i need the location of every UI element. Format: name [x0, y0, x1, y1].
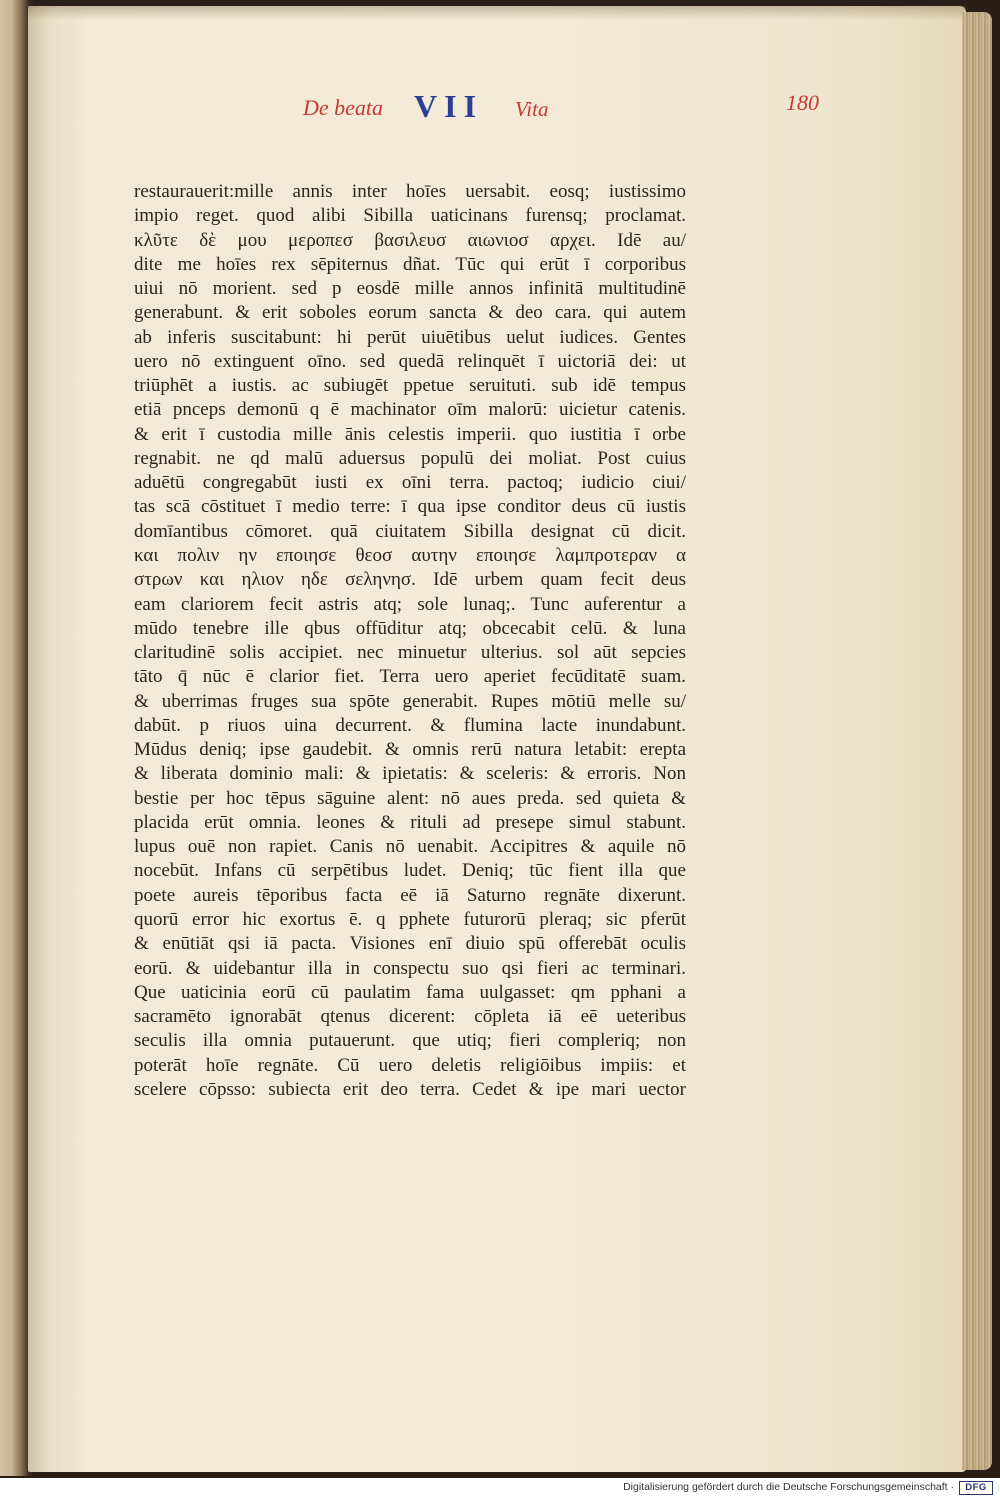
text-line: claritudinē solis accipiet. nec minuetur ulterius. sol aūt sepcies [134, 642, 686, 664]
text-line: Que uaticinia eorū cū paulatim fama uulgasset: qm pphani a [134, 981, 686, 1003]
text-line: ab inferis suscitabunt: hi perūt uiuētibus uelut iudices. Gentes [134, 326, 686, 348]
text-line: impio reget. quod alibi Sibilla uaticinans furensq; proclamat. [134, 205, 686, 227]
text-line: eam clariorem fecit astris atq; sole lunaq;. Tunc auferentur a [134, 593, 686, 615]
text-line: uiui nō morient. sed p eosdē mille annos infinitā multitudinē [134, 278, 686, 300]
funding-credit: Digitalisierung gefördert durch die Deutsche Forschungsgemeinschaft · [623, 1481, 954, 1493]
text-line: & uberrimas fruges sua spōte generabit. Rupes mōtiū melle su/ [134, 690, 686, 712]
text-line: lupus ouē non rapiet. Canis nō uenabit. Accipitres & aquile nō [134, 836, 686, 858]
text-line: κλῦτε δὲ μου μεροπεσ βασιλευσ αιωνιοσ αρχει. Idē au/ [134, 229, 686, 251]
text-line: bestie per hoc tēpus sāguine alent: nō aues preda. sed quieta & [134, 787, 686, 809]
text-line: & enūtiāt qsi iā pacta. Visiones enī diuio spū offerebāt oculis [134, 933, 686, 955]
text-line: dabūt. p riuos uina decurrent. & flumina lacte inundabunt. [134, 714, 686, 736]
text-line: nocebūt. Infans cū serpētibus ludet. Deniq; tūc fient illa que [134, 860, 686, 882]
text-line: & erit ī custodia mille ānis celestis imperii. quo iustitia ī orbe [134, 423, 686, 445]
text-line: quorū error hic exortus ē. q pphete futurorū pleraq; sic pferūt [134, 908, 686, 930]
text-line: sacramēto ignorabāt qtenus dicerent: cōpleta iā eē ueteribus [134, 1006, 686, 1028]
text-line: domīantibus cōmoret. quā ciuitatem Sibilla designat cū dicit. [134, 520, 686, 542]
text-line: στρων και ηλιον ηδε σεληνησ. Idē urbem quam fecit deus [134, 569, 686, 591]
text-line: seculis illa omnia putauerunt. que utiq; fieri compleriq; non [134, 1030, 686, 1052]
page-number: 180 [786, 90, 819, 115]
main-text-block [134, 180, 686, 1102]
page-edges-stack [962, 12, 992, 1470]
text-line: aduētū congregabūt iusti ex oīni terra. pactoq; iudicio ciui/ [134, 472, 686, 494]
text-line: και πολιν ην εποιησε θεοσ αυτην εποιησε λαμπροτεραν α [134, 544, 686, 566]
text-line: Mūdus deniq; ipse gaudebit. & omnis rerū natura letabit: erepta [134, 739, 686, 761]
text-line: dite me hoīes rex sēpiternus dñat. Tūc qui erūt ī corporibus [134, 253, 686, 275]
text-line: tas scā cōstituet ī medio terre: ī qua ipse conditor deus cū iustis [134, 496, 686, 518]
text-line: mūdo tenebre ille qbus offūditur atq; obcecabit celū. & luna [134, 617, 686, 639]
text-line: regnabit. ne qd malū aduersus populū dei moliat. Post cuius [134, 447, 686, 469]
text-line: generabunt. & erit soboles eorum sancta & deo cara. qui autem [134, 302, 686, 324]
text-line: etiā pnceps demonū q ē machinator oīm malorū: uicietur catenis. [134, 399, 686, 421]
text-line: tāto q̄ nūc ē clarior fiet. Terra uero aperiet fecūditatē suam. [134, 666, 686, 688]
text-line: placida erūt omnia. leones & rituli ad presepe simul stabunt. [134, 811, 686, 833]
text-line: uero nō extinguent oīno. sed quedā relinquēt ī uictoriā dei: ut [134, 350, 686, 372]
dfg-logo: DFG [959, 1481, 993, 1495]
text-line: restaurauerit:mille annis inter hoīes uersabit. eosq; iustissimo [134, 181, 686, 202]
page-top-shadow [28, 6, 966, 20]
text-line: scelere cōpsso: subiecta erit deo terra. Cedet & ipe mari uector [134, 1078, 686, 1100]
text-line: & liberata dominio mali: & ipietatis: & sceleris: & erroris. Non [134, 763, 686, 785]
text-line: eorū. & uidebantur illa in conspectu suo qsi fieri ac terminari. [134, 957, 686, 979]
digitization-footer [0, 1478, 1000, 1498]
running-title-right: Vita [515, 97, 549, 121]
running-title-left: De beata [303, 95, 384, 120]
book-number: VII [414, 88, 484, 124]
text-line: triūphēt a iustis. ac subiugēt ppetue seruituti. sub idē tempus [134, 375, 686, 397]
text-line: poete aureis tēporibus facta eē iā Saturno regnāte dixerunt. [134, 884, 686, 906]
text-line: poterāt hoīe regnāte. Cū uero deletis religiōibus impiis: et [134, 1054, 686, 1076]
